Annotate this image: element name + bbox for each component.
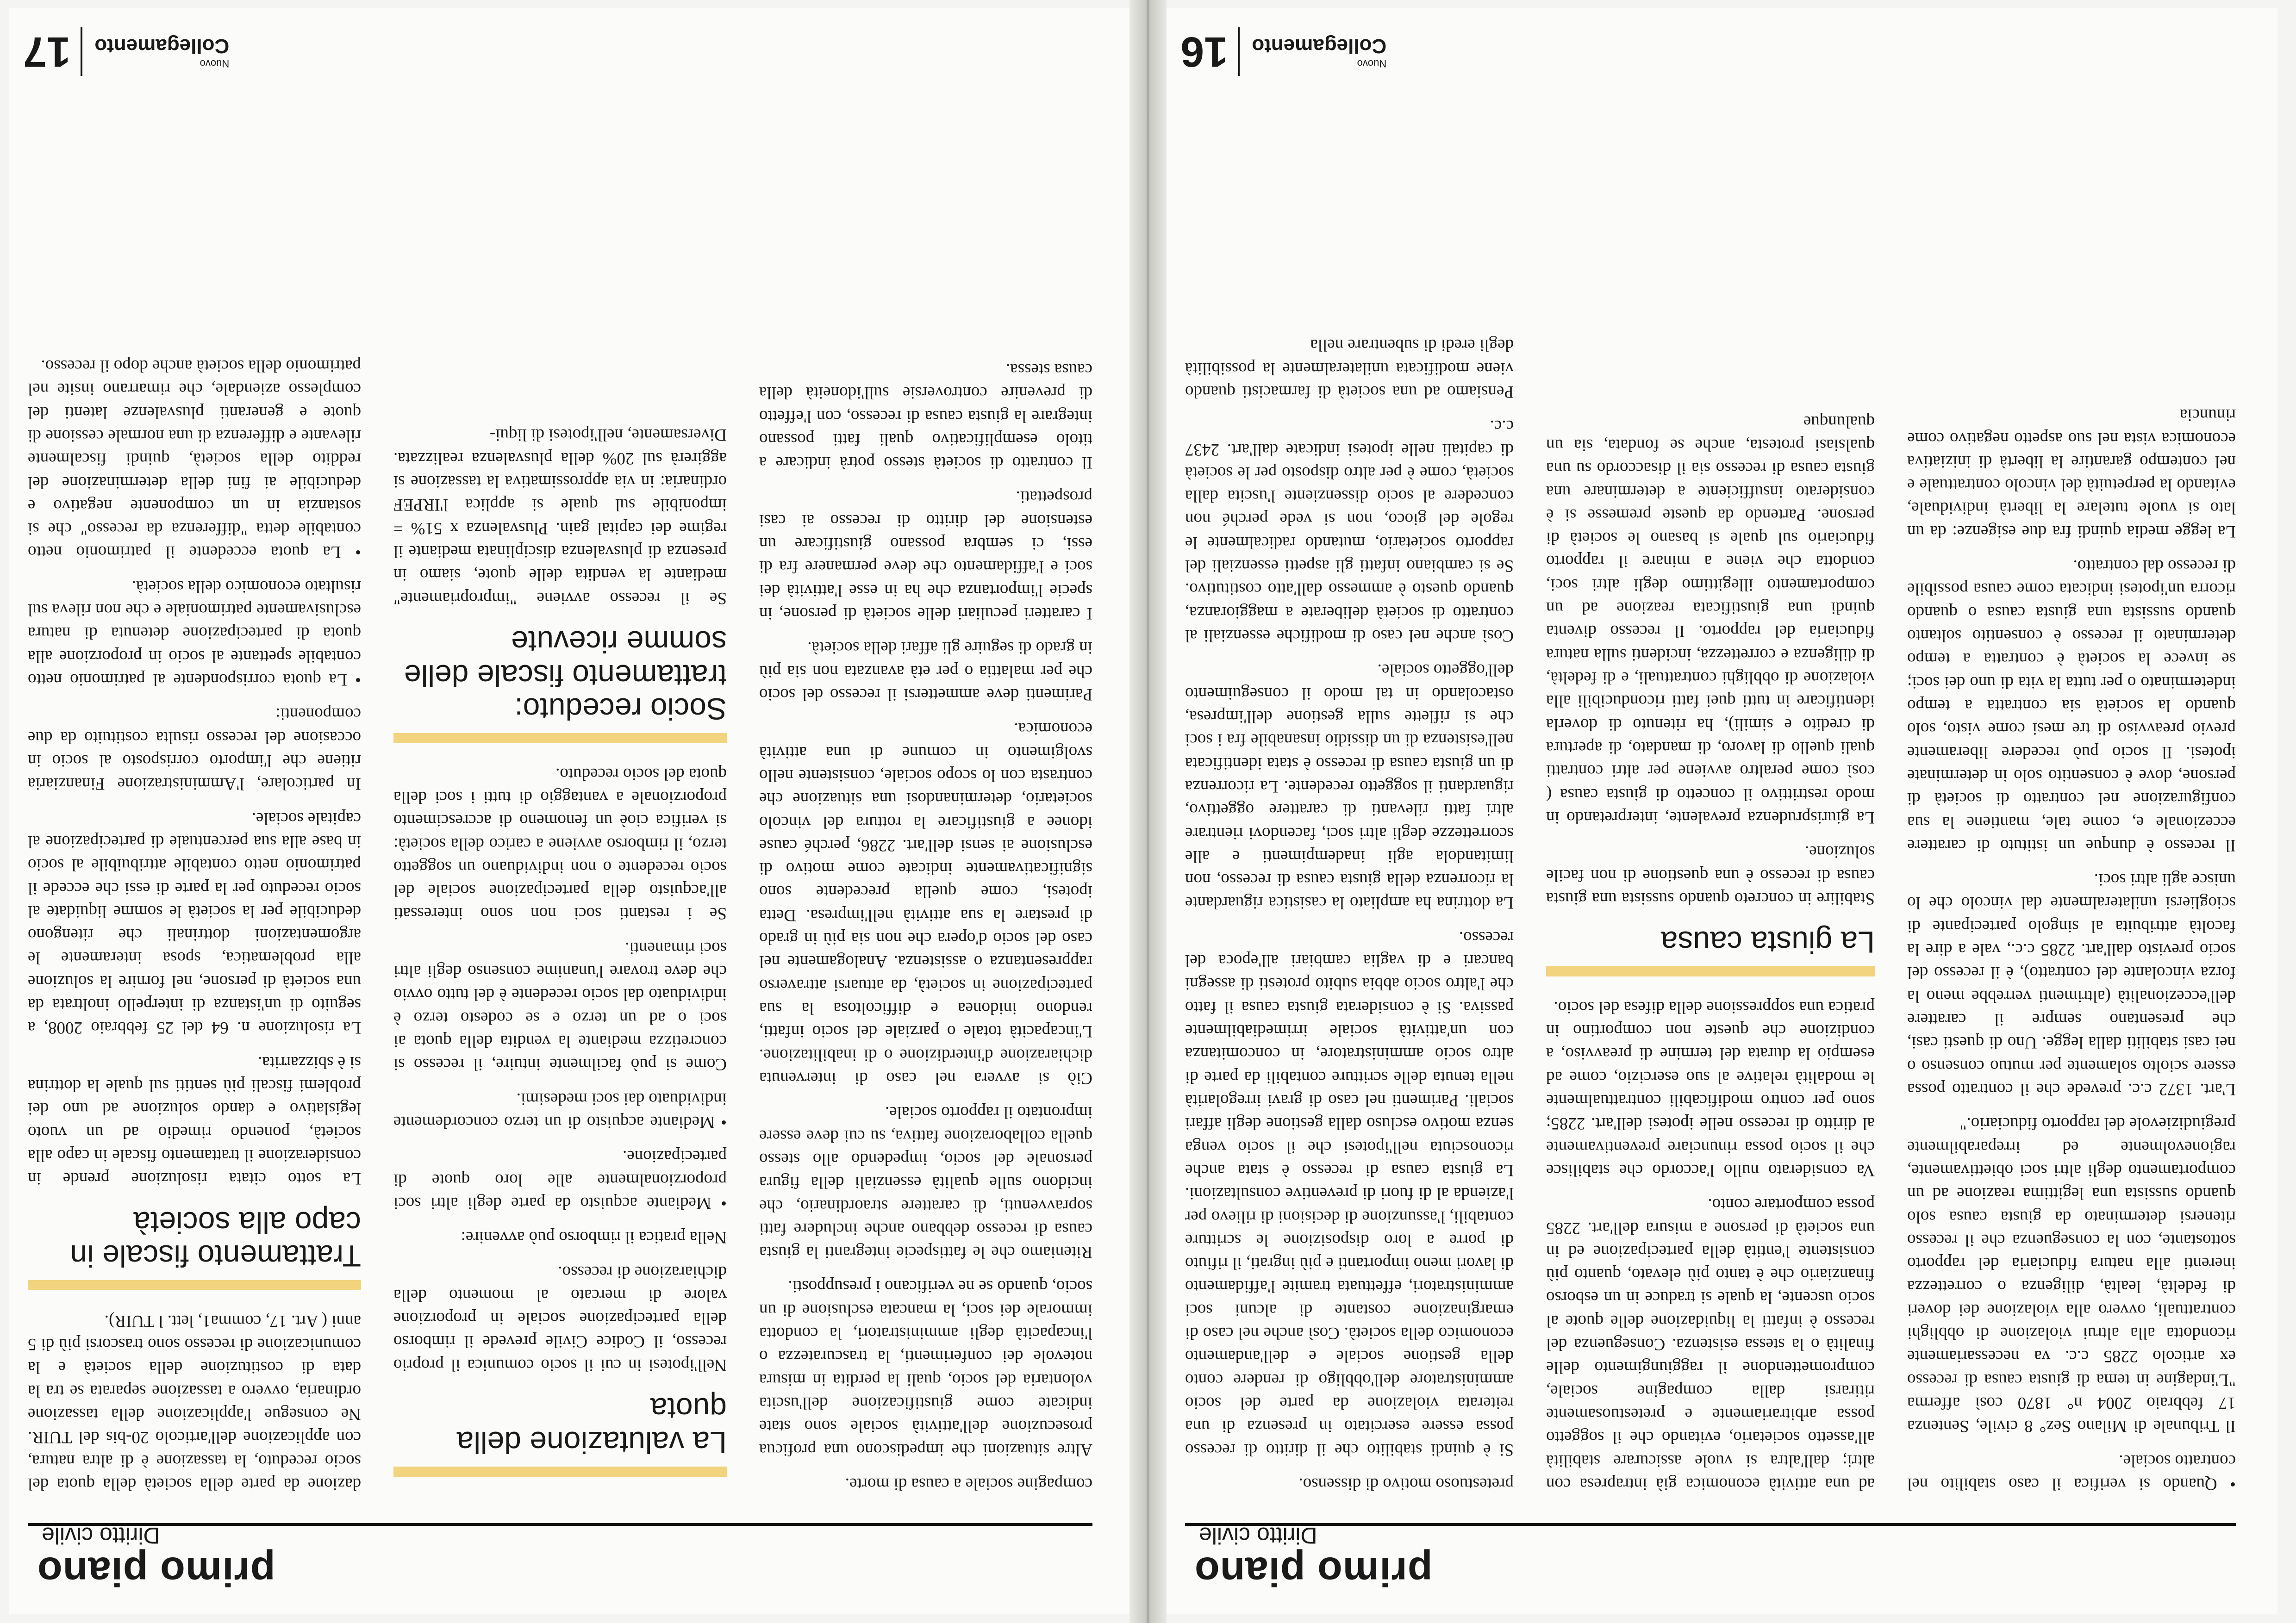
paragraph: La risoluzione n. 64 del 25 febbraio 2008, a seguito di un'istanza di interpello inoltrata da una società di persone, nel fornire la soluzione alla problematica, sposa interamente le argomentazioni dottrinali che ritengono deducibile per la società le somme liquidate al socio receduto per la parte di essi che eccede il patrimonio netto contabile attribuibile al socio in base alla sua percentuale di partecipazione al capitale sociale. <box>28 808 361 1038</box>
paragraph: Pensiamo ad una società di farmacisti quando viene modificata unilateralmente la possibilità degli eredi di subentrare nella <box>1185 336 1514 401</box>
paragraph: Parimenti deve ammettersi il recesso del socio che per malattia o per età avanzata non sia più in grado di seguire gli affari della società. <box>759 638 1092 704</box>
column-2 <box>393 88 727 1495</box>
page-number: 16 <box>1180 28 1240 76</box>
running-header <box>28 1523 1092 1604</box>
paragraph: • Quando si verifica il caso stabilito nel contratto sociale. <box>1907 1451 2236 1493</box>
section-heading: La giusta causa <box>1546 926 1875 977</box>
section-title: primo piano <box>37 1549 275 1595</box>
column-2 <box>1546 88 1875 1495</box>
paragraph: La dottrina ha ampliato la casistica riguardante la ricorrenza della giusta causa di recesso, non limitandola agli inadempimenti e alle scorrettezze degli altri soci, facendovi rientrare altri fatti rilevanti di carattere oggettivo, riguardanti il soggetto recedente. La ricorrenza di un giusta causa di recesso è stata identificata nell'esistenza di un dissidio insanabile fra i soci che si riflette sulla gestione dell'impresa, ostacolando in tal modo il conseguimento dell'oggetto sociale. <box>1185 660 1514 913</box>
paragraph: Riteniamo che le fattispecie integranti la giusta causa di recesso debbano anche includere fatti sopravvenuti, di carattere straordinario, che incidono sulle qualità essenziali della figura personale del socio, impedendo allo stesso quella collaborazione fattiva, su cui deve essere improntato il rapporto sociale. <box>759 1103 1092 1262</box>
paragraph: Se il recesso avviene "impropriamente" mediante la vendita delle quote, siamo in presenza di plusvalenza disciplinata mediante il regime dei capital gain. Plusvalenza x 51% = imponibile sul quale si applica l'IRPEF ordinaria: in via approssimativa la tassazione si aggirerà sul 20% della plusvalenza realizzata. Diversamente, nell'ipotesi di liqui- <box>393 425 727 608</box>
paragraph: Il recesso è dunque un istituto di carattere eccezionale e, come tale, mantiene la sua configurazione nel contratto di società di persone, dove è consentito solo in determinate ipotesi. Il socio può recedere liberamente previo preavviso di tre mesi come visto, solo quando la società sia contratta a tempo indeterminato o per tutta la vita di uno dei soci; se invece la società è contratta a tempo determinato il recesso è consentito soltanto quando sussista una giusta causa o quando ricorra un'ipotesi indicata come causa possibile di recesso dal contratto. <box>1907 556 2236 855</box>
paragraph: I caratteri peculiari delle società di persone, in specie l'importanza che ha in esse l'attività dei soci e l'affidamento che deve permanere fra di essi, ci sembra possano giustificare un estensione del diritto di recesso ai casi prospettati. <box>759 487 1092 623</box>
paragraph: Va considerato nullo l'accordo che stabilisce che il socio possa rinunciare preventivamente al diritto di recesso nelle ipotesi dell'art. 2285; sono per contro modificabili contrattualmente le modalità relative al suo esercizio, come ad esempio la durata del termine di preavviso, a condizione che queste non comportino in pratica una soppressione della difesa del socio. <box>1546 997 1875 1180</box>
paragraph: La legge media quindi fra due esigenze: da un lato si vuole tutelare la libertà individuale, evitando la perpetuità del vincolo contrattuale e nel contempo garantire la libertà di iniziativa economica vista nel suo aspetto negativo come rinuncia <box>1907 405 2236 541</box>
magazine-brand <box>1252 34 1386 69</box>
paragraph: • La quota eccedente il patrimonio netto contabile detta "differenza da recesso" che si sostanzia in un componente negativo e deducibile ai fini della determinazione del reddito della società, quindi fiscalmente rilevante e differenza di una normale cessione di quote e generanti plusvalenze latenti del complesso aziendale, che rimarrano insite nel patrimonio della società anche dopo il recesso. <box>28 356 361 562</box>
article-columns <box>1185 88 2236 1495</box>
paragraph: Nell'ipotesi in cui il socio comunica il proprio recesso, il Codice Civile prevede il rimborso della partecipazione sociale in proporzione valore di mercato al momento della dichiarazione di recesso. <box>393 1262 727 1374</box>
running-header <box>1185 1523 2236 1604</box>
page-17 <box>9 8 1129 1614</box>
paragraph: compagine sociale a causa di morte. <box>845 1474 1092 1493</box>
paragraph: ad una attività economica già intrapresa con altri; dall'altra si vuole assicurare stabilità all'assetto societario, evitando che il soggetto possa arbitrariamente e pretestuosamente ritirarsi dalla compagine sociale, compromettendone il raggiungimento delle finalità o la stessa esistenza. Conseguenza del recesso è infatti la liquidazione delle quote al socio uscente, la quale si traduce in un esborso finanziario che è tanto più elevato, quanto più consistente l'entità della partecipazione ed in una società di persone a misura dell'art. 2285 possa comportare conto. <box>1546 1195 1875 1493</box>
paragraph: Si è quindi stabilito che il diritto di recesso possa essere esercitato in presenza di una reiterata violazione da parte del socio amministratore dell'obbligo di rendere conto della gestione sociale e dell'andamento economico della società. Così anche nel caso di emarginazione costante di alcuni soci amministratori, effettuata tramite l'affidamento di lavori meno importanti e più ingrati, il rifiuto di porre a loro disposizione le scritture contabili, l'assunzione di decisioni di rilievo per l'azienda al di fuori di preventive consultazioni. La giusta causa di recesso è stata anche riconosciuta nell'ipotesi che il socio venga senza motivo escluso dalla gestione degli affari sociali. Parimenti nel caso di gravi irregolarità nella tenuta delle scritture contabili da parte di altro socio amministratore, in concomitanza con un'attività sociale irrimediabilmente passiva. Si è considerata giusta causa il fatto che l'altro socio abbia subito protesti di assegni bancari e di vaglia cambiari all'epoca del recesso. <box>1185 927 1514 1459</box>
paragraph: pretestuoso motivo di dissenso. <box>1298 1474 1514 1493</box>
paragraph: Come si può facilmente intuire, il recesso si concretizza mediante la vendita della quota ai soci o ad un terzo e se codesto terzo è individuato dal socio recedente è del tutto ovvio che deve trovare l'unanime consenso degli altri soci rimanenti. <box>393 938 727 1074</box>
page-footer <box>23 26 229 77</box>
paragraph: • La quota corrispondente al patrimonio netto contabile spettante al socio in proporzione alla quota di partecipazione detenuta di natura esclusivamente patrimoniale e che non rileva sul risultato economico della società. <box>28 577 361 690</box>
paragraph: Stabilire in concreto quando sussista una giusta causa di recesso è una questione di non facile soluzione. <box>1546 842 1875 908</box>
page-number: 17 <box>23 28 82 76</box>
section-title: primo piano <box>1194 1549 1433 1595</box>
paragraph: Ciò si avvera nel caso di intervenuta dichiarazione d'interdizione o di inabilitazione. L'incapacità totale o parziale del socio infatti, rendono inidonea e difficoltosa la sua partecipazione in società, da attuarsi attraverso rappresentanza o assistenza. Analogamente nel caso del socio d'opera che non sia più in grado di prestare la sua attività nell'impresa. Detta ipotesi, come quella precedente sono significativamente indicate come motivo di esclusione ai sensi dell'art. 2286, perché cause idonee a giustificare la rottura del vincolo societario, determinandosi una situazione che contrasta con lo scopo sociale, consistente nello svolgimento in comune di una attività economica. <box>759 719 1092 1088</box>
paragraph: Nella pratica il rimborso può avvenire: <box>461 1228 727 1247</box>
column-3 <box>1185 88 1514 1495</box>
paragraph: • Mediante acquisto da parte degli altri soci proporzionalmente alle loro quote di partecipazione. <box>393 1147 727 1213</box>
page-footer <box>1180 26 1386 77</box>
section-subtitle: Diritto civile <box>1199 1523 1317 1548</box>
brand-name: Collegamento <box>94 35 230 57</box>
paragraph: Così anche nel caso di modifiche essenziali al contratto di società deliberate a maggioranza, quando questo è ammesso dall'atto costitutivo. Se si cambiano infatti gli aspetti essenziali del rapporto societario, mutando radicalmente le regole del gioco, non si vede perché non concedere al socio dissenziente l'uscita dalla società, come è per altro disposto per le società di capitali nelle ipotesi indicate dall'art. 2437 c.c. <box>1185 417 1514 646</box>
column-3 <box>28 88 361 1495</box>
column-1 <box>759 88 1092 1495</box>
magazine-brand <box>94 34 229 69</box>
paragraph: Il contratto di società stesso potrà indicare a titolo esemplificativo quali fatti possano integrare la giusta causa di recesso, con l'effetto di prevenire controversie sull'idoneità della causa stessa. <box>759 360 1092 473</box>
page-gutter <box>1129 0 1167 1623</box>
section-subtitle: Diritto civile <box>42 1523 160 1548</box>
article-columns <box>28 88 1092 1495</box>
section-heading: Socio receduto: trattamento fiscale delle somme ricevute <box>393 625 727 744</box>
paragraph: Il Tribunale di Milano Sez° 8 civile, Sentenza 17 febbraio 2004 n° 1870 così afferma "L'indagine in tema di giusta causa di recesso ex articolo 2285 c.c. va necessariamente ricondotta alla altrui violazione di obblighi contrattuali, ovvero alla violazione dei doveri di fedeltà, lealtà, diligenza o correttezza inerenti alla natura fiduciaria del rapporto sottostante, con la conseguenza che il recesso ritenersi determinato da giusta causa solo quando sussista una legittima reazione ad un comportamento degli altri soci obiettivamente, ragionevolmente ed irreparabilmente pregiudizievole del rapporto fiduciario." <box>1907 1114 2236 1436</box>
paragraph: L'art. 1372 c.c. prevede che il contratto possa essere sciolto solamente per mutuo consenso o nei casi stabiliti dalla legge. Uno di questi casi, che presentano sempre il carattere dell'eccezionalità (altrimenti verrebbe meno la forza vincolante del contratto), è il recesso del socio previsto dall'art. 2285 c.c., vale a dire la facoltà attribuita al singolo partecipante di sciogliersi unilateralmente dal vincolo che lo unisce agli altri soci. <box>1907 870 2236 1099</box>
paragraph: • Mediante acquisto di un terzo concordemente individuato dai soci medesimi. <box>393 1089 727 1132</box>
section-heading: Trattamento fiscale in capo alla società <box>28 1206 361 1290</box>
paragraph: La sotto citata risoluzione prende in considerazione il trattamento fiscale in capo alla società, ponendo rimedio ad un vuoto legislativo e dando soluzione ad uno dei problemi fiscali più sentiti sul quale la dottrina si è sbizzarrita. <box>28 1052 361 1188</box>
brand-prefix: Nuovo <box>1357 58 1387 69</box>
brand-name: Collegamento <box>1252 35 1387 57</box>
column-1 <box>1907 88 2236 1495</box>
paragraph: dazione da parte della società della quota del socio receduto, la tassazione è di altra natura, con applicazione dell'articolo 20-bis del TUIR. Ne consegue l'applicazione della tassazione ordinaria, ovvero a tassazione separata se tra la data di costituzione della società e la comunicazione di recesso sono trascorsi più di 5 anni ( Art. 17, comma1, lett. l TUIR). <box>28 1311 361 1493</box>
paragraph: In particolare, l'Amministrazione Finanziaria ritiene che l'importo corrisposto al socio in occasione del recesso risulta costituito da due componenti: <box>28 704 361 794</box>
paragraph: La giurisprudenza prevalente, interpretando in modo restrittivo il concetto di giusta causa ( così come peraltro avviene per altri contratti quali quello di lavoro, di mandato, di apertura di credito e simili), ha ritenuto di doverla identificare in tutti quei fatti riconducibili alla violazione di obblighi contrattuali, e di fedeltà, di diligenza e correttezza, incidenti sulla natura fiduciaria del rapporto. Il recesso diventa quindi una giustificata reazione ad un comportamento illegittimo degli altri soci, condotta che viene a minare il rapporto fiduciario sul quale si basano le società di persone. Partendo da queste premesse si è considerato insufficiente a determinare una giusta causa di recesso sia il disaccordo su una qualsiasi protesta, anche se fondata, sia un qualunque <box>1546 412 1875 827</box>
page-16 <box>1167 8 2277 1614</box>
paragraph: Altre situazioni che impediscono una proficua prosecuzione dell'attività sociale sono state indicate come giustificazione dell'uscita volontaria del socio, quali la perdita in misura notevole dei conferimenti, la trascuratezza o l'incapacità degli amministratori, la condotta immorale dei soci, la mancata esclusione di un socio, quando se ne verificano i presupposti. <box>759 1277 1092 1459</box>
brand-prefix: Nuovo <box>200 58 230 69</box>
paragraph: Se i restanti soci non sono interessati all'acquisto della partecipazione sociale del socio recedente o non individuano un soggetto terzo, il rimborso avviene a carico della società: si verifica cioè un fenomeno di accrescimento proporzionale a vantaggio di tutti i soci della quota del socio receduto. <box>393 764 727 923</box>
section-heading: La valutazione della quota <box>393 1392 727 1477</box>
